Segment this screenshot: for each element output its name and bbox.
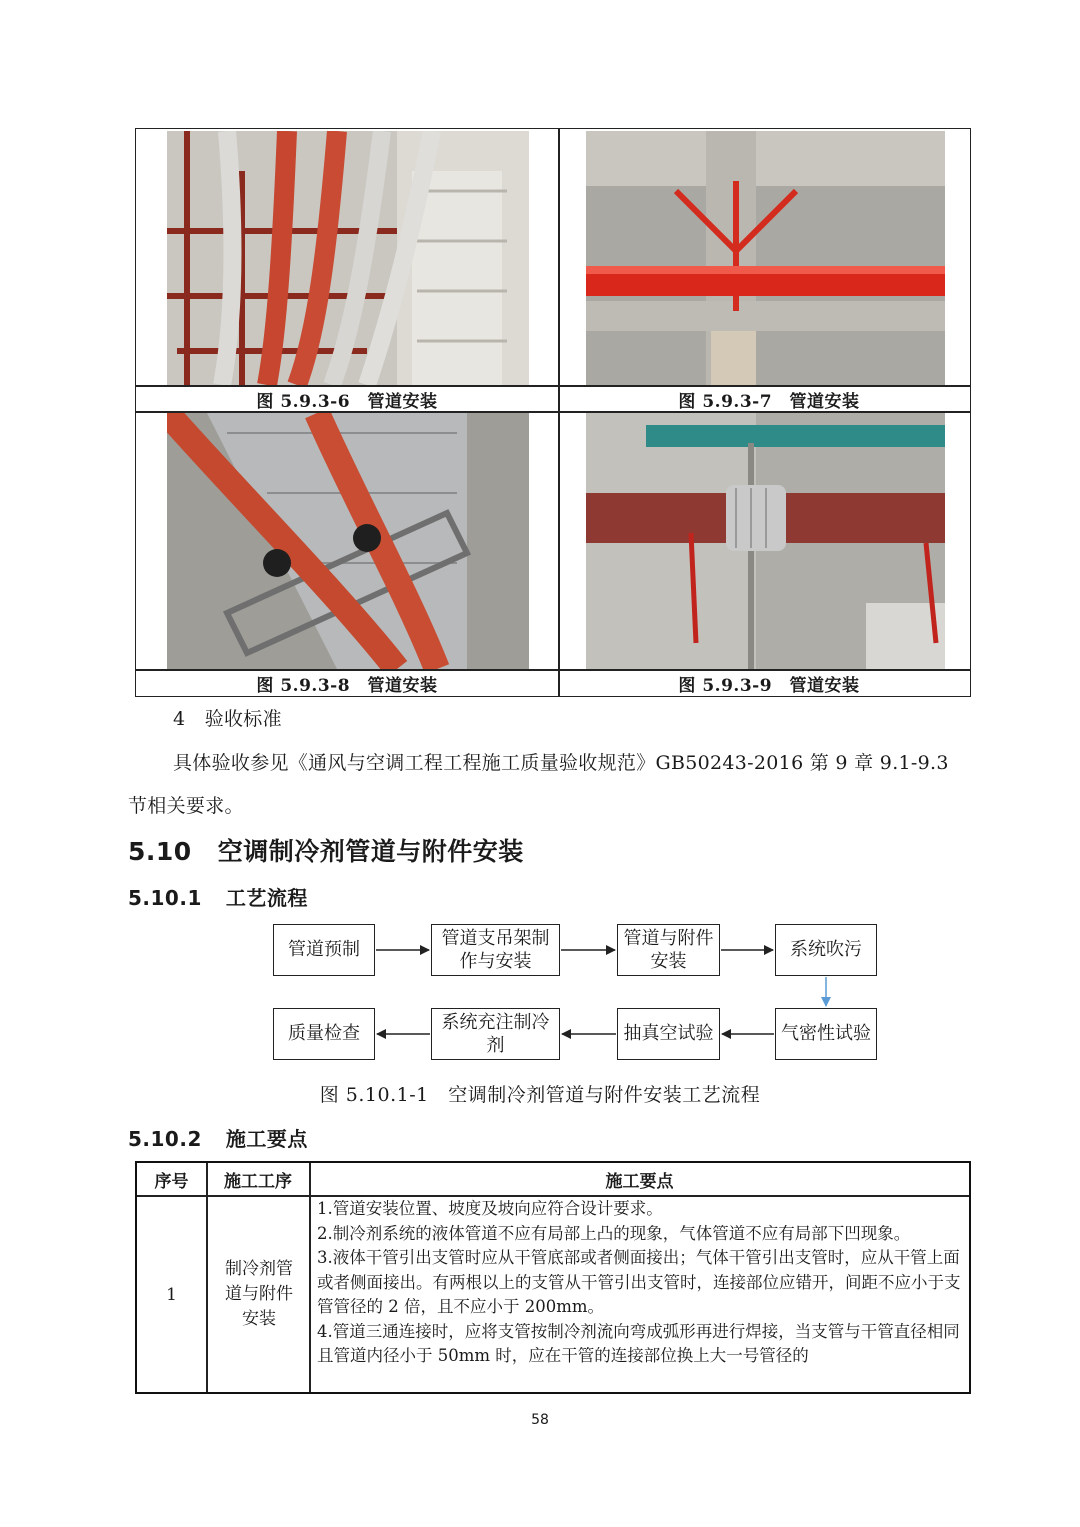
figure-caption-8: 图 5.9.3-8 管道安装 [256,676,438,696]
page-number: 58 [531,1412,549,1428]
flow-step-system-purging: 系统吹污 [775,924,877,976]
table-col-divider-2 [309,1163,311,1392]
subsection-1-number: 5.10.1 [128,886,202,910]
requirement-item: 2.制冷剂系统的液体管道不应有局部上凸的现象，气体管道不应有局部下凹现象。 [317,1223,911,1243]
flow-step-vacuum-test: 抽真空试验 [617,1008,720,1060]
acceptance-line-1: 具体验收参见《通风与空调工程工程施工质量验收规范》GB50243-2016 第 9 章 9.1-9.3 [173,752,949,774]
flow-step-quality-inspection: 质量检查 [273,1008,375,1060]
table-cell-no: 1 [166,1285,177,1305]
acceptance-heading: 4 验收标准 [173,708,282,730]
table-col-divider-1 [206,1163,208,1392]
table-cell-process: 制冷剂管道与附件安装 [225,1259,293,1329]
section-title: 空调制冷剂管道与附件安装 [217,837,524,866]
requirement-item: 3.液体干管引出支管时应从干管底部或者侧面接出；气体干管引出支管时，应从干管上面或者侧面接出。有两根以上的支管从干管引出支管时，连接部位应错开，间距不应小于支管管径的 2 倍，且不应小于 200mm。 [317,1248,961,1316]
figure-caption-6: 图 5.9.3-6 管道安装 [256,392,438,412]
flow-step-support-fabrication: 管道支吊架制作与安装 [431,924,560,976]
subsection-2-number: 5.10.2 [128,1127,202,1151]
flow-step-prefabrication: 管道预制 [273,924,375,976]
subsection-1-title: 工艺流程 [225,886,308,910]
subsection-2-heading [128,1123,308,1152]
requirement-item: 1.管道安装位置、坡度及坡向应符合设计要求。 [317,1199,663,1218]
construction-points-table [135,1161,971,1394]
table-cell-points [317,1197,969,1369]
subsection-2-title: 施工要点 [225,1127,308,1151]
acceptance-line-2: 节相关要求。 [128,795,244,817]
section-number: 5.10 [128,837,192,866]
flow-step-airtightness-test: 气密性试验 [775,1008,877,1060]
figure-caption-7: 图 5.9.3-7 管道安装 [678,392,860,412]
table-header-process: 施工工序 [224,1171,292,1192]
table-header-points: 施工要点 [605,1171,674,1192]
requirement-item: 4.管道三通连接时，应将支管按制冷剂流向弯成弧形再进行焊接，当支管与干管直径相同且管道内径小于 50mm 时，应在干管的连接部位换上大一号管径的 [317,1321,960,1365]
flow-step-pipe-accessory-installation: 管道与附件安装 [617,924,720,976]
flow-step-refrigerant-charging: 系统充注制冷剂 [431,1008,560,1060]
table-header-no: 序号 [154,1171,189,1192]
figure-caption-9: 图 5.9.3-9 管道安装 [678,676,860,696]
flow-figure-caption: 图 5.10.1-1 空调制冷剂管道与附件安装工艺流程 [319,1084,761,1106]
